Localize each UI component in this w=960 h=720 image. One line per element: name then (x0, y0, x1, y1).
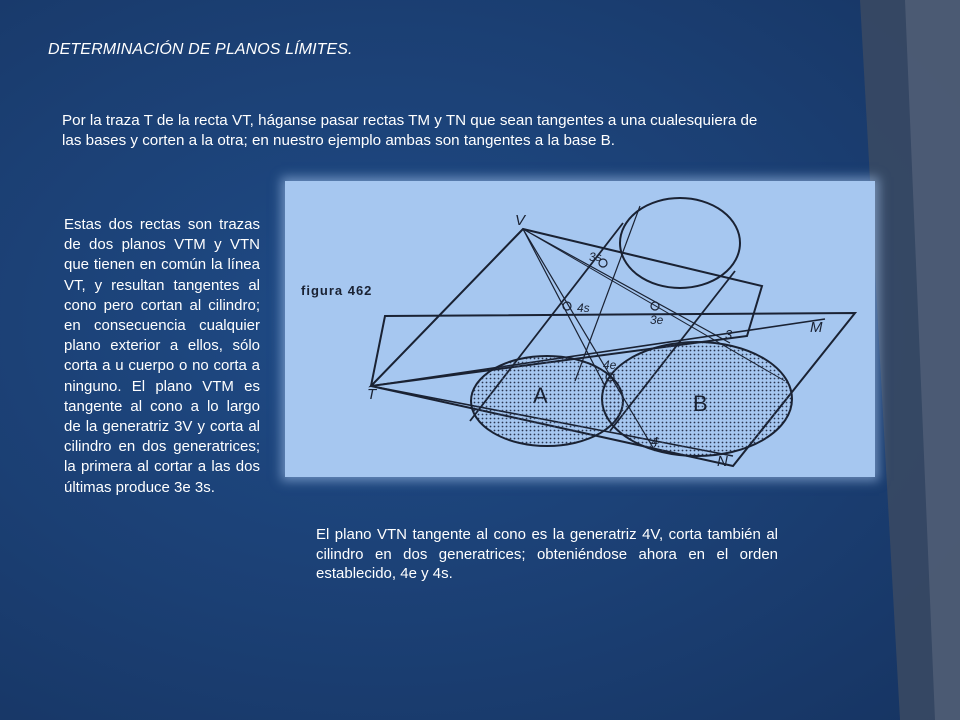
figure-svg (285, 181, 875, 477)
label-n: N (717, 453, 728, 470)
label-3s: 3s (589, 250, 602, 264)
bottom-right-paragraph: El plano VTN tangente al cono es la generatriz 4V, corta también al cilindro en dos generatrices; obteniéndose ahora en el orden establecido, 4e y 4s. (316, 526, 778, 582)
label-4e: 4e (603, 358, 617, 372)
cone-line-v-t (371, 229, 523, 386)
label-a: A (533, 383, 548, 408)
label-m: M (810, 319, 823, 336)
slide-title: DETERMINACIÓN DE PLANOS LÍMITES. (48, 41, 353, 58)
figure-caption: figura 462 (301, 283, 373, 298)
label-3: 3 (725, 327, 733, 342)
left-column-paragraph: Estas dos rectas son trazas de dos planos VTM y VTN que tienen en común la línea VT, y resultan tangentes al cono pero cortan al cilindro; en consecuencia cualquier plano exterior a ellos, sólo corta a u cuerpo o no corta a ninguno. El plano VTM es tangente al cono a lo largo de la generatriz 3V y corta al cilindro en dos generatrices; la primera al cortar a las dos últimas produce 3e 3s. (64, 216, 260, 496)
label-4s: 4s (577, 301, 590, 315)
label-b: B (693, 391, 708, 416)
figure-462-diagram (285, 181, 875, 477)
label-t: T (367, 386, 377, 403)
label-v: V (515, 212, 526, 229)
label-3e: 3e (650, 313, 664, 327)
intro-paragraph: Por la traza T de la recta VT, háganse pasar rectas TM y TN que sean tangentes a una cualesquiera de las bases y corten a la otra; en nuestro ejemplo ambas son tangentes a la base B. (62, 112, 758, 149)
label-4: 4 (651, 434, 659, 449)
